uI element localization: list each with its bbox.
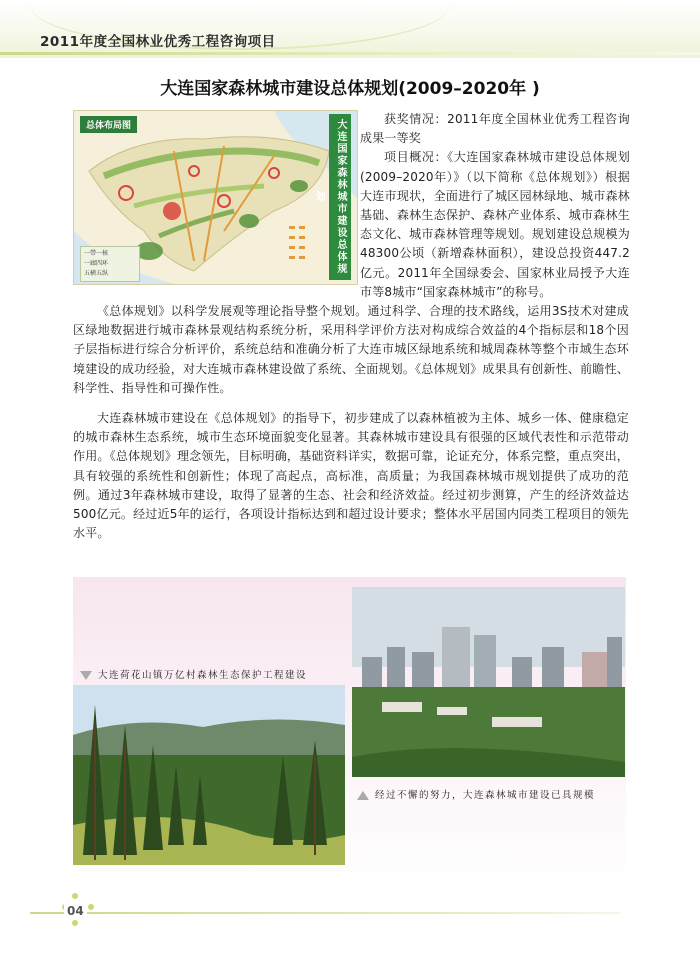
left-photo-caption: 大连荷花山镇万亿村森林生态保护工程建设 bbox=[80, 667, 307, 681]
caption-triangle-icon bbox=[357, 791, 369, 800]
page-number: 04 bbox=[64, 904, 87, 918]
side-text-block bbox=[360, 110, 630, 302]
right-photo-caption: 经过不懈的努力，大连森林城市建设已具规模 bbox=[357, 787, 595, 801]
legend-item: 一廊四环 bbox=[84, 260, 109, 267]
article-title: 大连国家森林城市建设总体规划(2009–2020年 ) bbox=[160, 79, 540, 99]
header-rule bbox=[0, 52, 700, 55]
body-paragraph: 大连森林城市建设在《总体规划》的指导下，初步建成了以森林植被为主体、城乡一体、健康稳定的城市森林生态系统，城市生态环境面貌变化显著。其森林城市建设具有很强的区域代表性和示范带动作用。《总体规划》理念领先，目标明确，基础资料详实，数据可靠，论证充分，体系完整，重点突出，具有较强的系统性和创新性；体现了高起点，高标准，高质量；为我国森林城市规划提供了成功的范例。通过3年森林城市建设，取得了显著的生态、社会和经济效益。经过初步测算，产生的经济效益达500亿元。经过近5年的运行，各项设计指标达到和超过设计要求；整体水平居国内同类工程项目的领先水平。 bbox=[73, 411, 629, 541]
legend-item: 一带一核 bbox=[84, 250, 109, 257]
forest-photo bbox=[73, 685, 345, 865]
body-paragraph: 《总体规划》以科学发展观等理论指导整个规划。通过科学、合理的技术路线，运用3S技术对建成区绿地数据进行城市森林景观结构系统分析，采用科学评价方法对构成综合效益的4个指标层和18个因子层指标进行综合分析评价，系统总结和准确分析了大连市城区绿地系统和城周森林等整个市域生态环境建设的成功经验，对大连城市森林建设做了系统、全面规划。《总体规划》成果具有创新性、前瞻性、科学性、指导性和可操作性。 bbox=[73, 304, 629, 395]
header-title: 2011年度全国林业优秀工程咨询项目 bbox=[40, 34, 276, 50]
footer-rule bbox=[30, 912, 620, 914]
map-label: 总体布局图 bbox=[80, 116, 137, 133]
award-paragraph: 获奖情况：2011年度全国林业优秀工程咨询成果一等奖 bbox=[360, 112, 630, 146]
map-legend bbox=[80, 246, 140, 282]
city-photo bbox=[352, 587, 625, 777]
caption-triangle-icon bbox=[80, 671, 92, 680]
legend-item: 五横五纵 bbox=[84, 270, 109, 277]
map-side-title: 大连国家森林城市建设总体规划 bbox=[329, 114, 351, 280]
overview-paragraph: 项目概况：《大连国家森林城市建设总体规划(2009–2020年）》（以下简称《总体规划》）根据大连市现状，全面进行了城区园林绿地、城市森林基础、森林生态保护、森林产业体系、城市森林生态文化、城市森林管理等规划。规划建设总规模为48300公顷（新增森林面积），建设总投资447.2亿元。2011年全国绿委会、国家林业局授予大连市等8城市“国家森林城市”的称号。 bbox=[360, 150, 630, 299]
